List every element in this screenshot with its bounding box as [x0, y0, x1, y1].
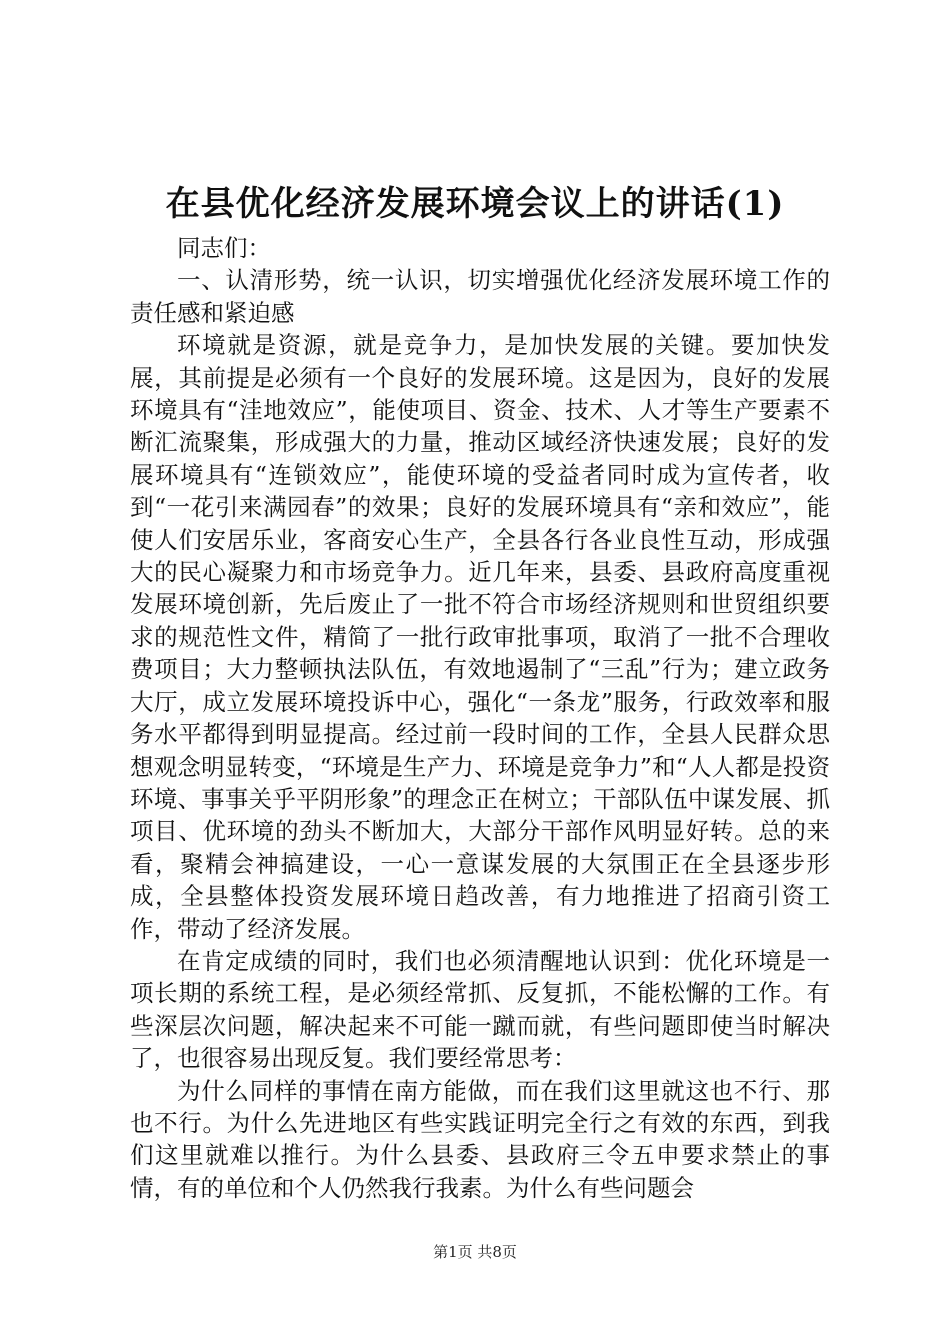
- document-title: 在县优化经济发展环境会议上的讲话(1): [165, 184, 785, 224]
- paragraph-questions: 为什么同样的事情在南方能做，而在我们这里就这也不行、那也不行。为什么先进地区有些实践证明完全行之有效的东西，到我们这里就难以推行。为什么县委、县政府三令五申要求禁止的事情，有的单位和个人仍然我行我素。为什么有些问题会: [130, 1076, 830, 1202]
- document-body: [130, 232, 830, 1204]
- paragraph-environment: 环境就是资源，就是竞争力，是加快发展的关键。要加快发展，其前提是必须有一个良好的发展环境。这是因为，良好的发展环境具有“洼地效应”，能使项目、资金、技术、人才等生产要素不断汇流聚集，形成强大的力量，推动区域经济快速发展；良好的发展环境具有“连锁效应”，能使环境的受益者同时成为宣传者，收到“一花引来满园春”的效果；良好的发展环境具有“亲和效应”，能使人们安居乐业，客商安心生产，全县各行各业良性互动，形成强大的民心凝聚力和市场竞争力。近几年来，县委、县政府高度重视发展环境创新，先后废止了一批不符合市场经济规则和世贸组织要求的规范性文件，精简了一批行政审批事项，取消了一批不合理收费项目；大力整顿执法队伍，有效地遏制了“三乱”行为；建立政务大厅，成立发展环境投诉中心，强化“一条龙”服务，行政效率和服务水平都得到明显提高。经过前一段时间的工作，全县人民群众思想观念明显转变，“环境是生产力、环境是竞争力”和“人人都是投资环境、事事关乎平阴形象”的理念正在树立；干部队伍中谋发展、抓项目、优环境的劲头不断加大，大部分干部作风明显好转。总的来看，聚精会神搞建设，一心一意谋发展的大氛围正在全县逐步形成，全县整体投资发展环境日趋改善，有力地推进了招商引资工作，带动了经济发展。: [130, 331, 830, 943]
- paragraph-salutation: 同志们：: [177, 234, 271, 262]
- page-footer: 第1页 共8页: [433, 1243, 517, 1261]
- paragraph-recognition: 在肯定成绩的同时，我们也必须清醒地认识到：优化环境是一项长期的系统工程，是必须经常抓、反复抓，不能松懈的工作。有些深层次问题，解决起来不可能一蹴而就，有些问题即使当时解决了，也很容易出现反复。我们要经常思考：: [130, 946, 830, 1073]
- paragraph-section-heading: 一、认清形势，统一认识，切实增强优化经济发展环境工作的责任感和紧迫感: [130, 266, 830, 327]
